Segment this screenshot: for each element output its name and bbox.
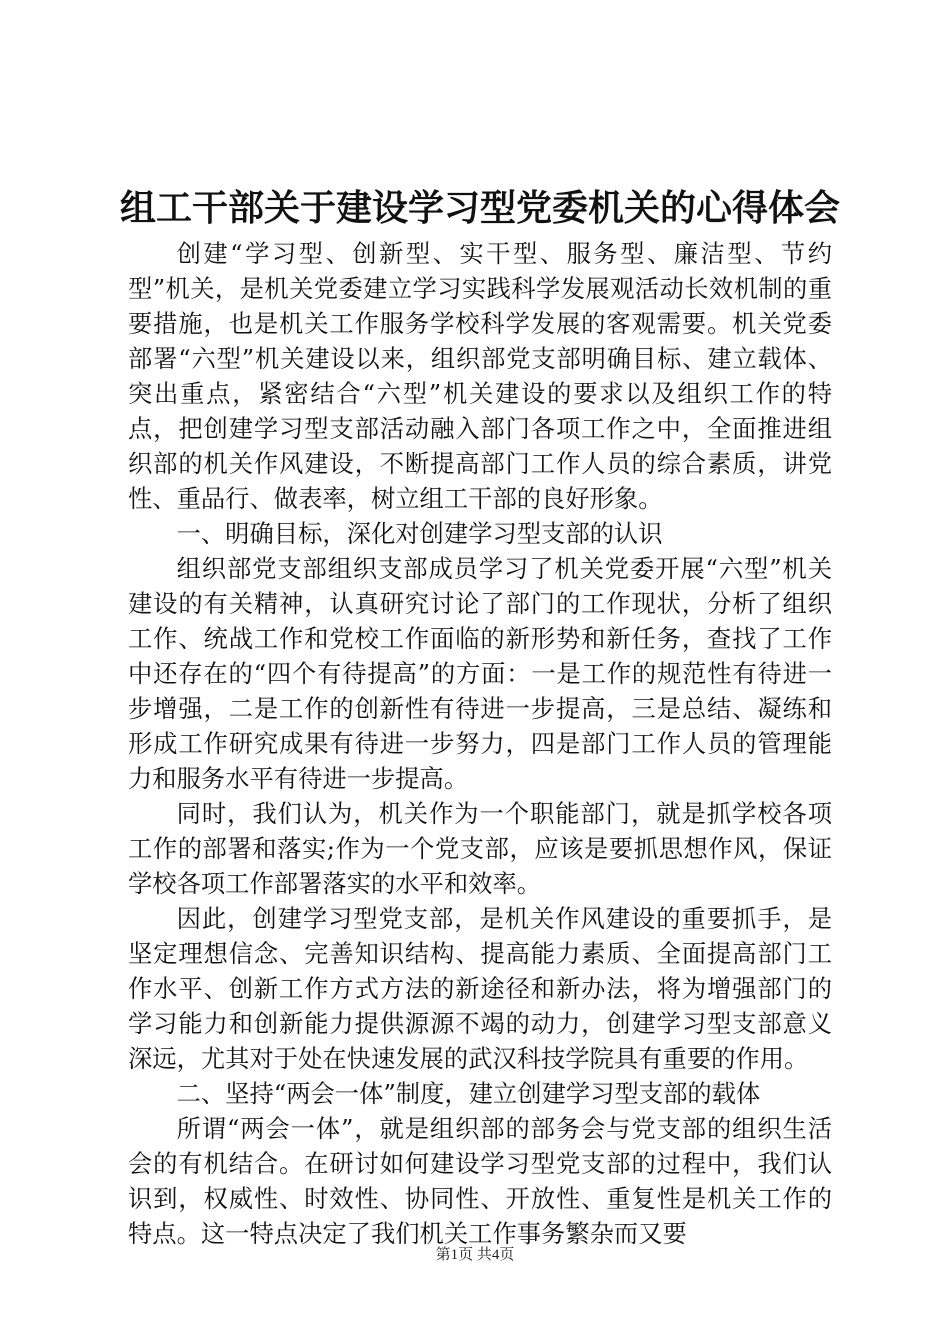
section-heading-1: 一、明确目标，深化对创建学习型支部的认识: [176, 519, 663, 548]
paragraph-section2-a: 所谓“两会一体”，就是组织部的部务会与党支部的组织生活会的有机结合。在研讨如何建设学习型党支部的过程中，我们认识到，权威性、时效性、协同性、开放性、重复性是机关工作的特点。这一特点决定了我们机关工作事务繁杂而又要: [128, 1114, 832, 1248]
paragraph-section1-c: 因此，创建学习型党支部，是机关作风建设的重要抓手，是坚定理想信念、完善知识结构、提高能力素质、全面提高部门工作水平、创新工作方式方法的新途径和新办法，将为增强部门的学习能力和创新能力提供源源不竭的动力，创建学习型支部意义深远，尤其对于处在快速发展的武汉科技学院具有重要的作用。: [128, 904, 832, 1073]
page-footer: 第1页 共4页: [435, 1247, 515, 1263]
document-body: [128, 236, 832, 1251]
paragraph-section1-b: 同时，我们认为，机关作为一个职能部门，就是抓学校各项工作的部署和落实;作为一个党支部，应该是要抓思想作风，保证学校各项工作部署落实的水平和效率。: [128, 799, 832, 898]
paragraph-section1-a: 组织部党支部组织支部成员学习了机关党委开展“六型”机关建设的有关精神，认真研究讨论了部门的工作现状，分析了组织工作、统战工作和党校工作面临的新形势和新任务，查找了工作中还存在的“四个有待提高”的方面：一是工作的规范性有待进一步增强，二是工作的创新性有待进一步提高，三是总结、凝练和形成工作研究成果有待进一步努力，四是部门工作人员的管理能力和服务水平有待进一步提高。: [128, 554, 832, 793]
document-title: 组工干部关于建设学习型党委机关的心得体会: [120, 187, 841, 229]
section-heading-2: 二、坚持“两会一体”制度，建立创建学习型支部的载体: [176, 1079, 761, 1108]
paragraph-intro: 创建“学习型、创新型、实干型、服务型、廉洁型、节约型”机关，是机关党委建立学习实践科学发展观活动长效机制的重要措施，也是机关工作服务学校科学发展的客观需要。机关党委部署“六型”机关建设以来，组织部党支部明确目标、建立载体、突出重点，紧密结合“六型”机关建设的要求以及组织工作的特点，把创建学习型支部活动融入部门各项工作之中，全面推进组织部的机关作风建设，不断提高部门工作人员的综合素质，讲党性、重品行、做表率，树立组工干部的良好形象。: [128, 239, 832, 513]
